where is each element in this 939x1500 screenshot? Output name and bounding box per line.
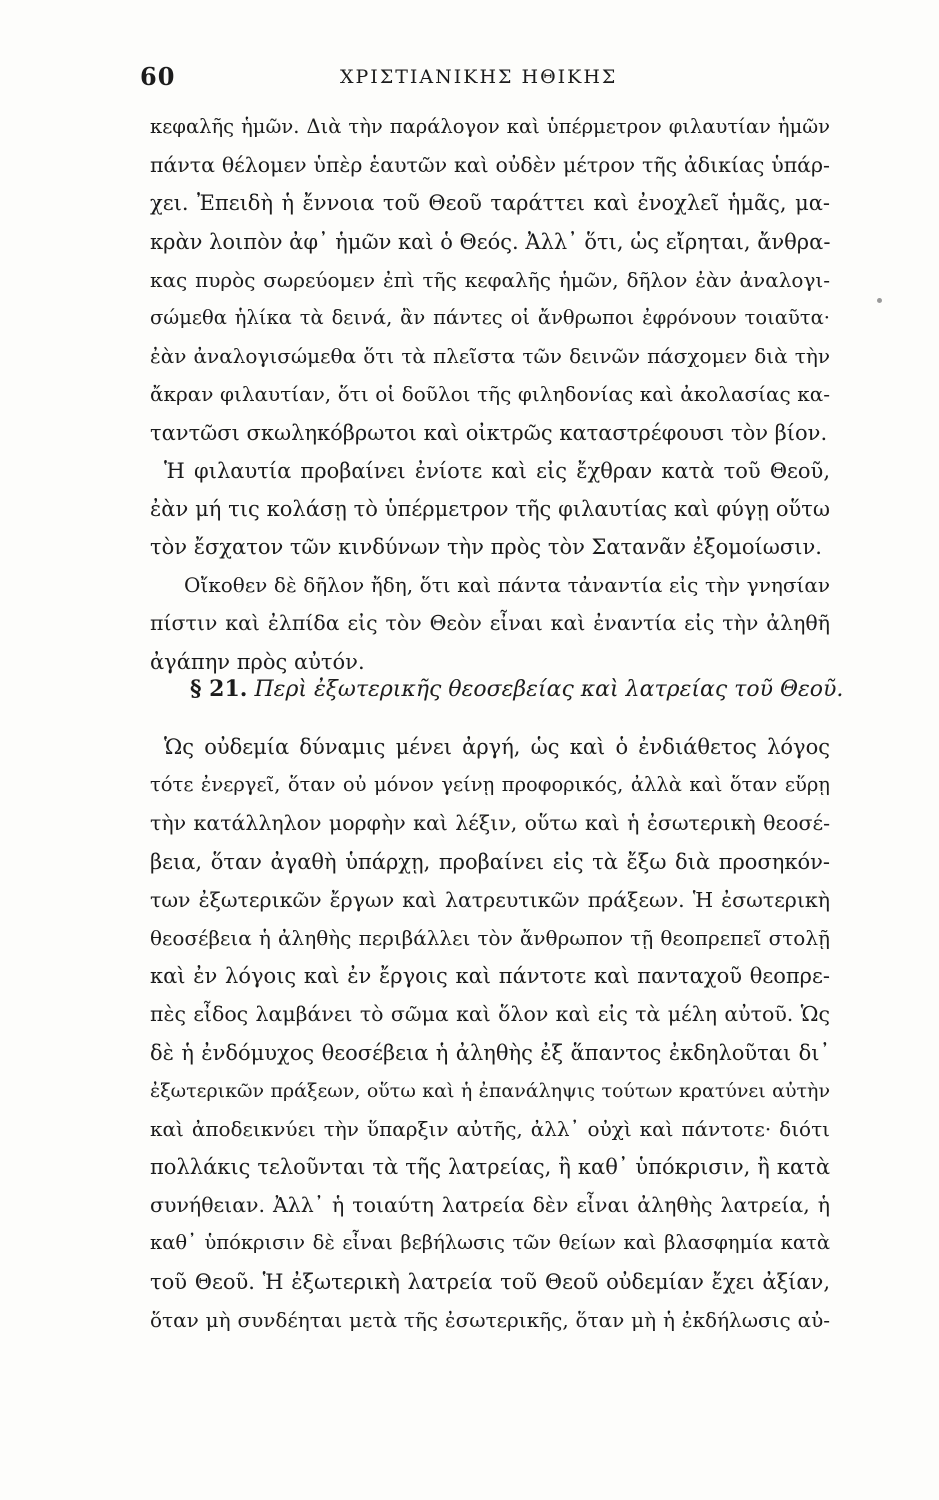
text-line: βεια, ὅταν ἀγαθὴ ὑπάρχῃ, προβαίνει εἰς τὰ ἔξω διὰ προσηκόν- (150, 849, 830, 874)
text-line: κρὰν λοιπὸν ἀφ᾽ ἡμῶν καὶ ὁ Θεός. Ἀλλ᾽ ὅτι, ὡς εἴρηται, ἄνθρα- (150, 229, 830, 254)
text-line: ἐὰν μή τις κολάσῃ τὸ ὑπέρμετρον τῆς φιλαυτίας καὶ φύγῃ οὕτω (150, 496, 830, 521)
text-block-lower (150, 728, 830, 1339)
text-line: τοῦ Θεοῦ. Ἡ ἐξωτερικὴ λατρεία τοῦ Θεοῦ οὐδεμίαν ἔχει ἀξίαν, (150, 1269, 830, 1294)
text-line: τὸν ἔσχατον τῶν κινδύνων τὴν πρὸς τὸν Σατανᾶν ἐξομοίωσιν. (150, 535, 822, 560)
text-line: ἄκραν φιλαυτίαν, ὅτι οἱ δοῦλοι τῆς φιληδονίας καὶ ἀκολασίας κα- (150, 382, 830, 407)
text-block-upper (150, 108, 830, 681)
text-line: συνήθειαν. Ἀλλ᾽ ἡ τοιαύτη λατρεία δὲν εἶναι ἀληθὴς λατρεία, ἡ (150, 1193, 830, 1218)
text-line: πάντα θέλομεν ὑπὲρ ἑαυτῶν καὶ οὐδὲν μέτρον τῆς ἀδικίας ὑπάρ- (150, 153, 830, 178)
text-line: σώμεθα ἡλίκα τὰ δεινά, ἂν πάντες οἱ ἄνθρωποι ἐφρόνουν τοιαῦτα· (150, 305, 830, 329)
text-line: δὲ ἡ ἐνδόμυχος θεοσέβεια ἡ ἀληθὴς ἐξ ἅπαντος ἐκδηλοῦται δι᾽ (150, 1040, 830, 1065)
text-line: καὶ ἐν λόγοις καὶ ἐν ἔργοις καὶ πάντοτε καὶ πανταχοῦ θεοπρε- (150, 964, 830, 989)
text-line: Ἡ φιλαυτία προβαίνει ἐνίοτε καὶ εἰς ἔχθραν κατὰ τοῦ Θεοῦ, (164, 458, 830, 483)
text-line: Οἴκοθεν δὲ δῆλον ἤδη, ὅτι καὶ πάντα τἀναντία εἰς τὴν γνησίαν (184, 573, 830, 598)
text-line: ταντῶσι σκωληκόβρωτοι καὶ οἰκτρῶς καταστρέφουσι τὸν βίον. (150, 420, 828, 445)
text-line: Ὡς οὐδεμία δύναμις μένει ἀργή, ὡς καὶ ὁ ἐνδιάθετος λόγος (164, 735, 830, 759)
text-line: ἀγάπην πρὸς αὐτόν. (150, 649, 365, 674)
text-line: πίστιν καὶ ἐλπίδα εἰς τὸν Θεὸν εἶναι καὶ ἐναντία εἰς τὴν ἀληθῆ (150, 611, 830, 636)
text-line: πολλάκις τελοῦνται τὰ τῆς λατρείας, ἢ καθ᾽ ὑπόκρισιν, ἢ κατὰ (150, 1155, 830, 1180)
text-line: τὴν κατάλληλον μορφὴν καὶ λέξιν, οὕτω καὶ ἡ ἐσωτερικὴ θεοσέ- (150, 811, 830, 836)
text-line: ἐξωτερικῶν πράξεων, οὕτω καὶ ἡ ἐπανάληψις τούτων κρατύνει αὐτὴν (150, 1079, 830, 1102)
section-heading (190, 676, 844, 702)
text-line: κας πυρὸς σωρεύομεν ἐπὶ τῆς κεφαλῆς ἡμῶν, δῆλον ἐὰν ἀναλογι- (150, 267, 830, 292)
page-header (140, 62, 830, 102)
text-line: καὶ ἀποδεικνύει τὴν ὕπαρξιν αὐτῆς, ἀλλ᾽ οὐχὶ καὶ πάντοτε· διότι (150, 1116, 830, 1141)
text-line: κεφαλῆς ἡμῶν. Διὰ τὴν παράλογον καὶ ὑπέρμετρον φιλαυτίαν ἡμῶν (150, 115, 830, 138)
text-line: των ἐξωτερικῶν ἔργων καὶ λατρευτικῶν πράξεων. Ἡ ἐσωτερικὴ (150, 887, 830, 912)
text-line: καθ᾽ ὑπόκρισιν δὲ εἶναι βεβήλωσις τῶν θείων καὶ βλασφημία κατὰ (150, 1231, 830, 1255)
section-title: Περὶ ἐξωτερικῆς θεοσεβείας καὶ λατρείας τοῦ Θεοῦ. (254, 677, 844, 702)
text-line: ἐὰν ἀναλογισώμεθα ὅτι τὰ πλεῖστα τῶν δεινῶν πάσχομεν διὰ τὴν (150, 344, 830, 369)
section-number: § 21. (190, 676, 248, 702)
page-number: 60 (140, 62, 176, 91)
running-title: ΧΡΙΣΤΙΑΝΙΚΗΣ ΗΘΙΚΗΣ (340, 66, 618, 88)
text-line: θεοσέβεια ἡ ἀληθὴς περιβάλλει τὸν ἄνθρωπον τῇ θεοπρεπεῖ στολῇ (150, 925, 830, 950)
scan-speck (877, 298, 882, 303)
text-line: πὲς εἶδος λαμβάνει τὸ σῶμα καὶ ὅλον καὶ εἰς τὰ μέλη αὐτοῦ. Ὡς (150, 1002, 830, 1027)
text-line: τότε ἐνεργεῖ, ὅταν οὐ μόνον γείνῃ προφορικός, ἀλλὰ καὶ ὅταν εὕρῃ (150, 773, 830, 797)
text-line: ὅταν μὴ συνδέηται μετὰ τῆς ἐσωτερικῆς, ὅταν μὴ ἡ ἐκδήλωσις αὐ- (150, 1307, 830, 1332)
text-line: χει. Ἐπειδὴ ἡ ἔννοια τοῦ Θεοῦ ταράττει καὶ ἐνοχλεῖ ἡμᾶς, μα- (150, 191, 830, 216)
